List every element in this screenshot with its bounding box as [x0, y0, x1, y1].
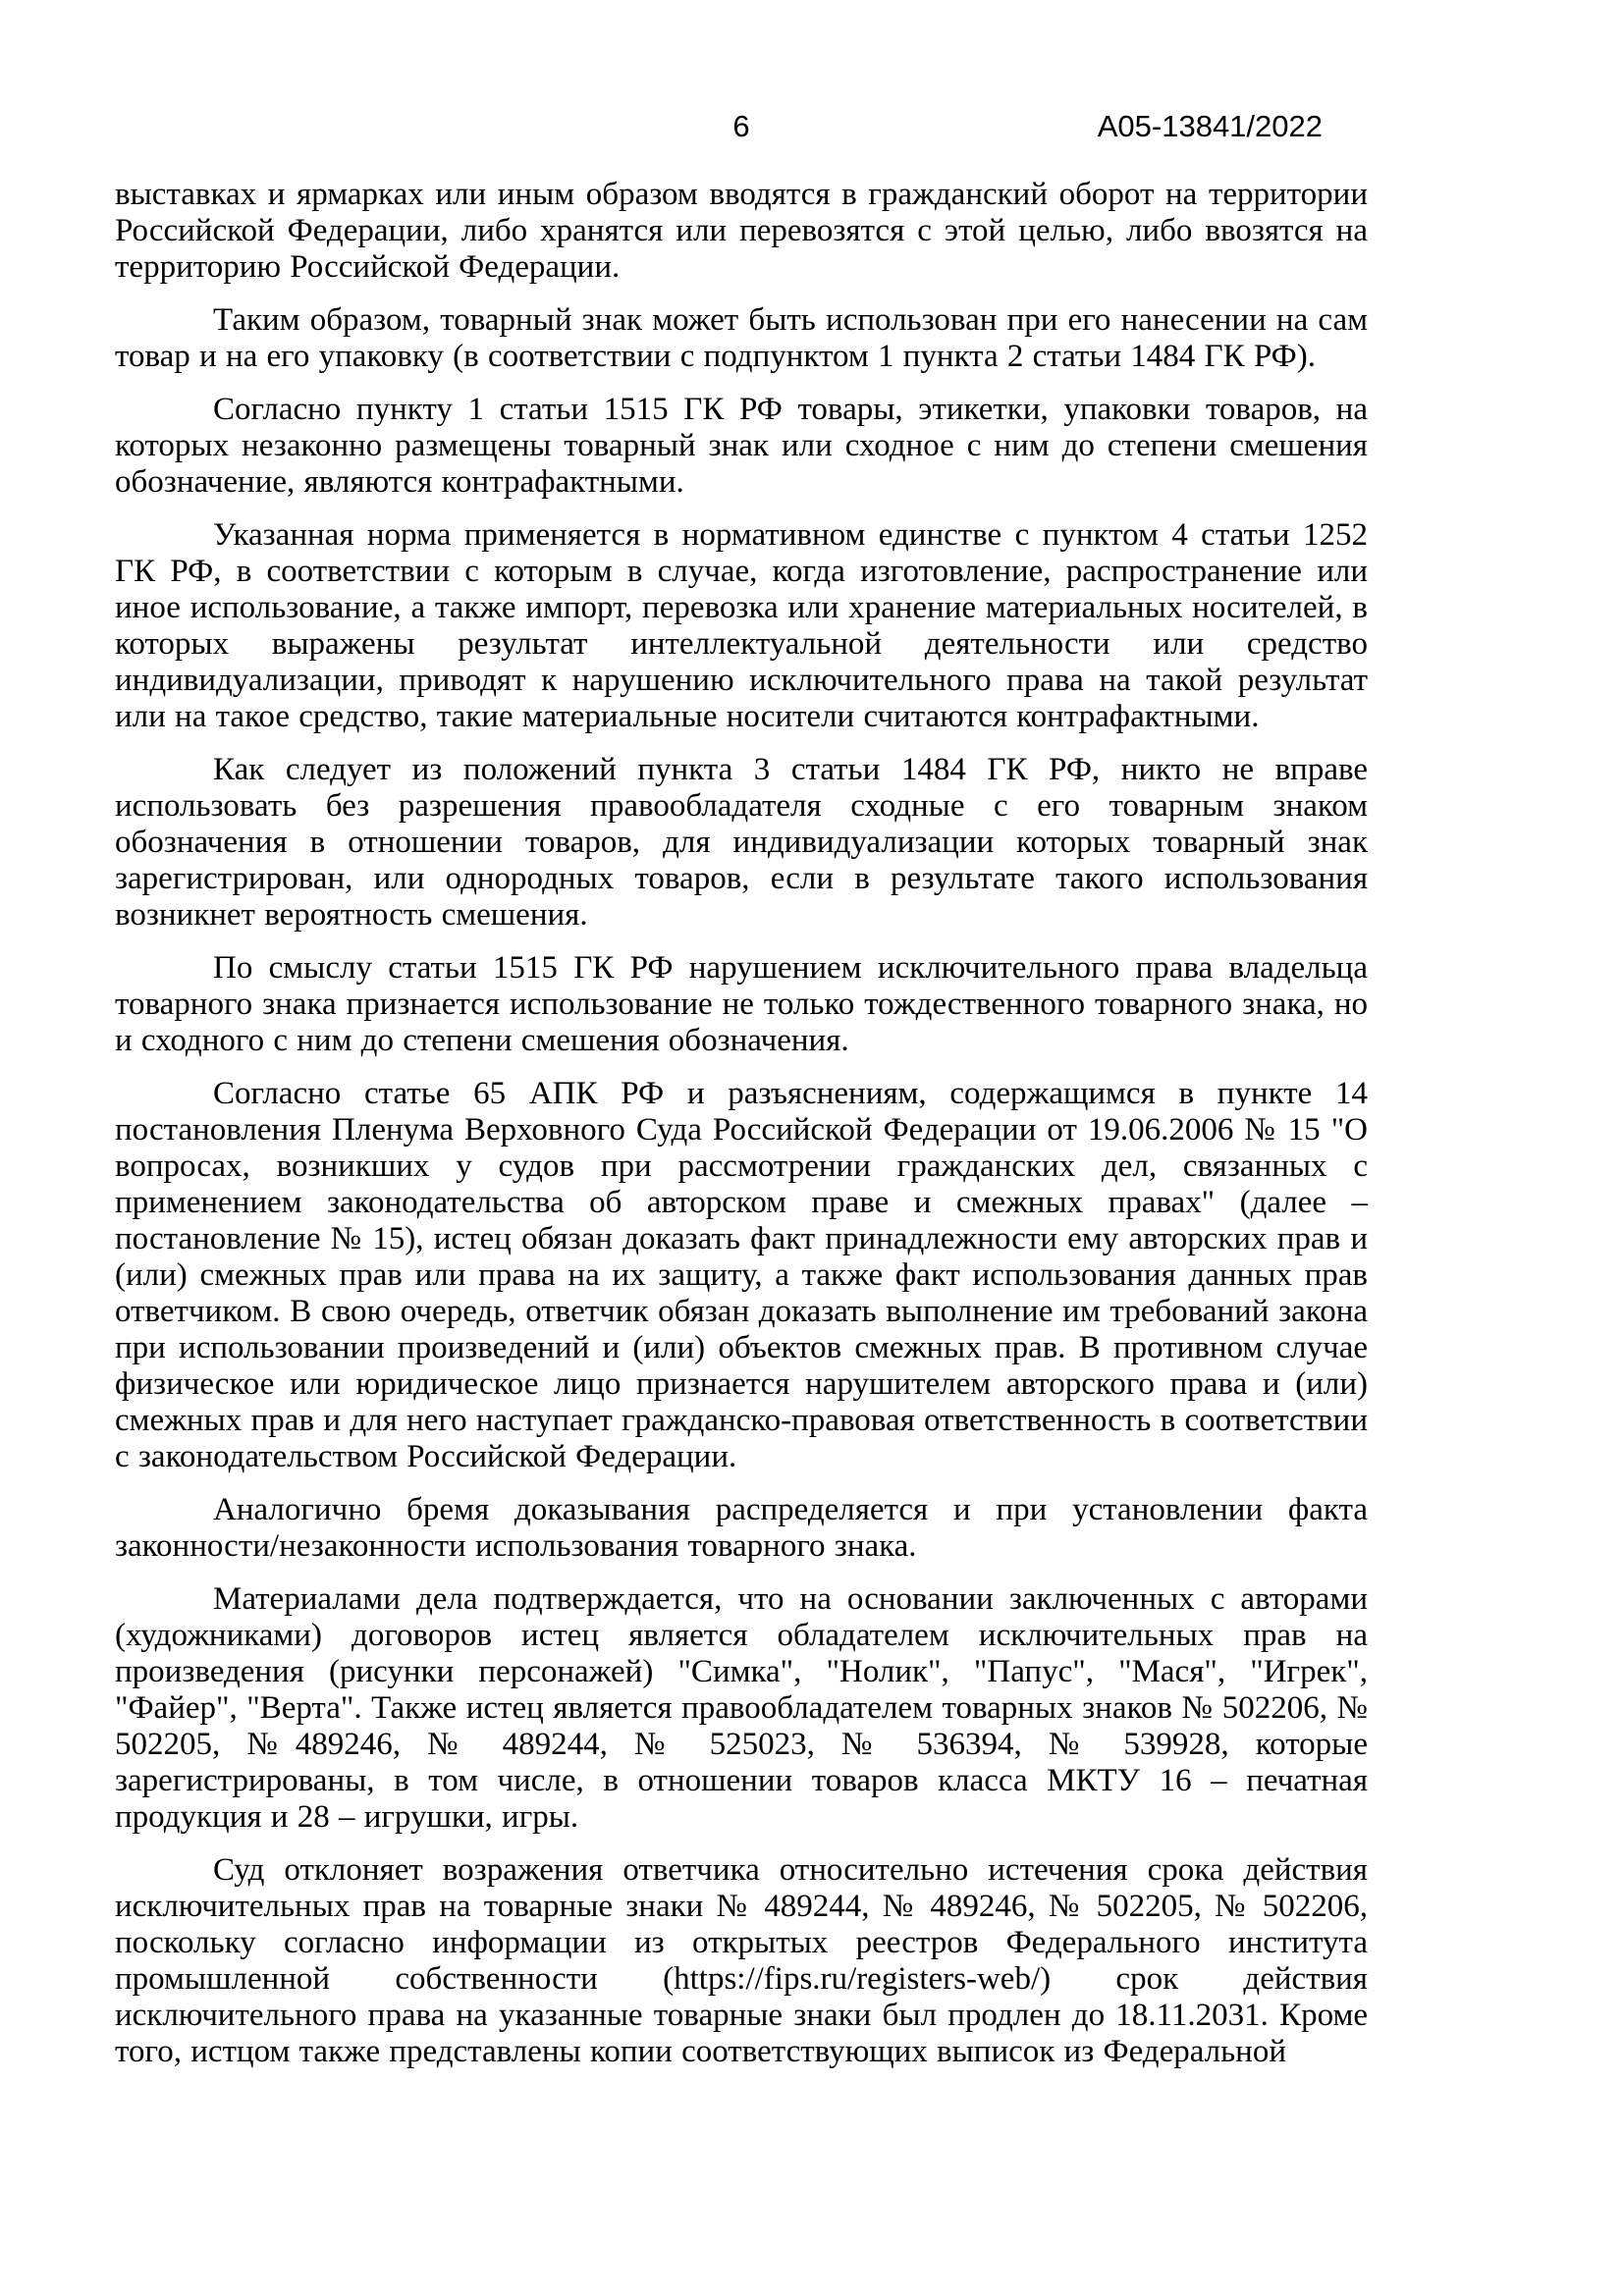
document-body: [115, 177, 1368, 2087]
paragraph: Согласно статье 65 АПК РФ и разъяснениям, содержащимся в пункте 14 постановления Пленума Верховного Суда Российской Федерации от 19.06.2006 № 15 "О вопросах, возникших у судов при рассмотрении гражданских дел, связанных с применением законодательства об авторском праве и смежных правах" (далее – постановление № 15), истец обязан доказать факт принадлежности ему авторских прав и (или) смежных прав или права на их защиту, а также факт использования данных прав ответчиком. В свою очередь, ответчик обязан доказать выполнение им требований закона при использовании произведений и (или) объектов смежных прав. В противном случае физическое или юридическое лицо признается нарушителем авторского права и (или) смежных прав и для него наступает гражданско-правовая ответственность в соответствии с законодательством Российской Федерации.: [115, 1076, 1368, 1474]
case-number: А05-13841/2022: [1097, 109, 1323, 143]
paragraph: Аналогично бремя доказывания распределяется и при установлении факта законности/незаконности использования товарного знака.: [115, 1492, 1368, 1564]
paragraph: выставках и ярмарках или иным образом вводятся в гражданский оборот на территории Российской Федерации, либо хранятся или перевозятся с этой целью, либо ввозятся на территорию Российской Федерации.: [115, 177, 1368, 285]
paragraph: Таким образом, товарный знак может быть использован при его нанесении на сам товар и на его упаковку (в соответствии с подпунктом 1 пункта 2 статьи 1484 ГК РФ).: [115, 302, 1368, 374]
paragraph: Согласно пункту 1 статьи 1515 ГК РФ товары, этикетки, упаковки товаров, на которых незаконно размещены товарный знак или сходное с ним до степени смешения обозначение, являются контрафактными.: [115, 392, 1368, 500]
paragraph: По смыслу статьи 1515 ГК РФ нарушением исключительного права владельца товарного знака признается использование не только тождественного товарного знака, но и сходного с ним до степени смешения обозначения.: [115, 950, 1368, 1058]
paragraph: Указанная норма применяется в нормативном единстве с пунктом 4 статьи 1252 ГК РФ, в соответствии с которым в случае, когда изготовление, распространение или иное использование, а также импорт, перевозка или хранение материальных носителей, в которых выражены результат интеллектуальной деятельности или средство индивидуализации, приводят к нарушению исключительного права на такой результат или на такое средство, такие материальные носители считаются контрафактными.: [115, 517, 1368, 734]
page-number: 6: [732, 109, 750, 143]
paragraph: Как следует из положений пункта 3 статьи 1484 ГК РФ, никто не вправе использовать без разрешения правообладателя сходные с его товарным знаком обозначения в отношении товаров, для индивидуализации которых товарный знак зарегистрирован, или однородных товаров, если в результате такого использования возникнет вероятность смешения.: [115, 752, 1368, 933]
paragraph: Суд отклоняет возражения ответчика относительно истечения срока действия исключительных прав на товарные знаки № 489244, № 489246, № 502205, № 502206, поскольку согласно информации из открытых реестров Федерального института промышленной собственности (https://fips.ru/registers-web/) срок действия исключительного права на указанные товарные знаки был продлен до 18.11.2031. Кроме того, истцом также представлены копии соответствующих выписок из Федеральной: [115, 1852, 1368, 2069]
paragraph: Материалами дела подтверждается, что на основании заключенных с авторами (художниками) договоров истец является обладателем исключительных прав на произведения (рисунки персонажей) "Симка", "Нолик", "Папус", "Мася", "Игрек", "Файер", "Верта". Также истец является правообладателем товарных знаков № 502206, № 502205, №489246, № 489244, № 525023, № 536394, № 539928, которые зарегистрированы, в том числе, в отношении товаров класса МКТУ 16 – печатная продукция и 28 – игрушки, игры.: [115, 1581, 1368, 1835]
page-header: [115, 110, 1368, 149]
